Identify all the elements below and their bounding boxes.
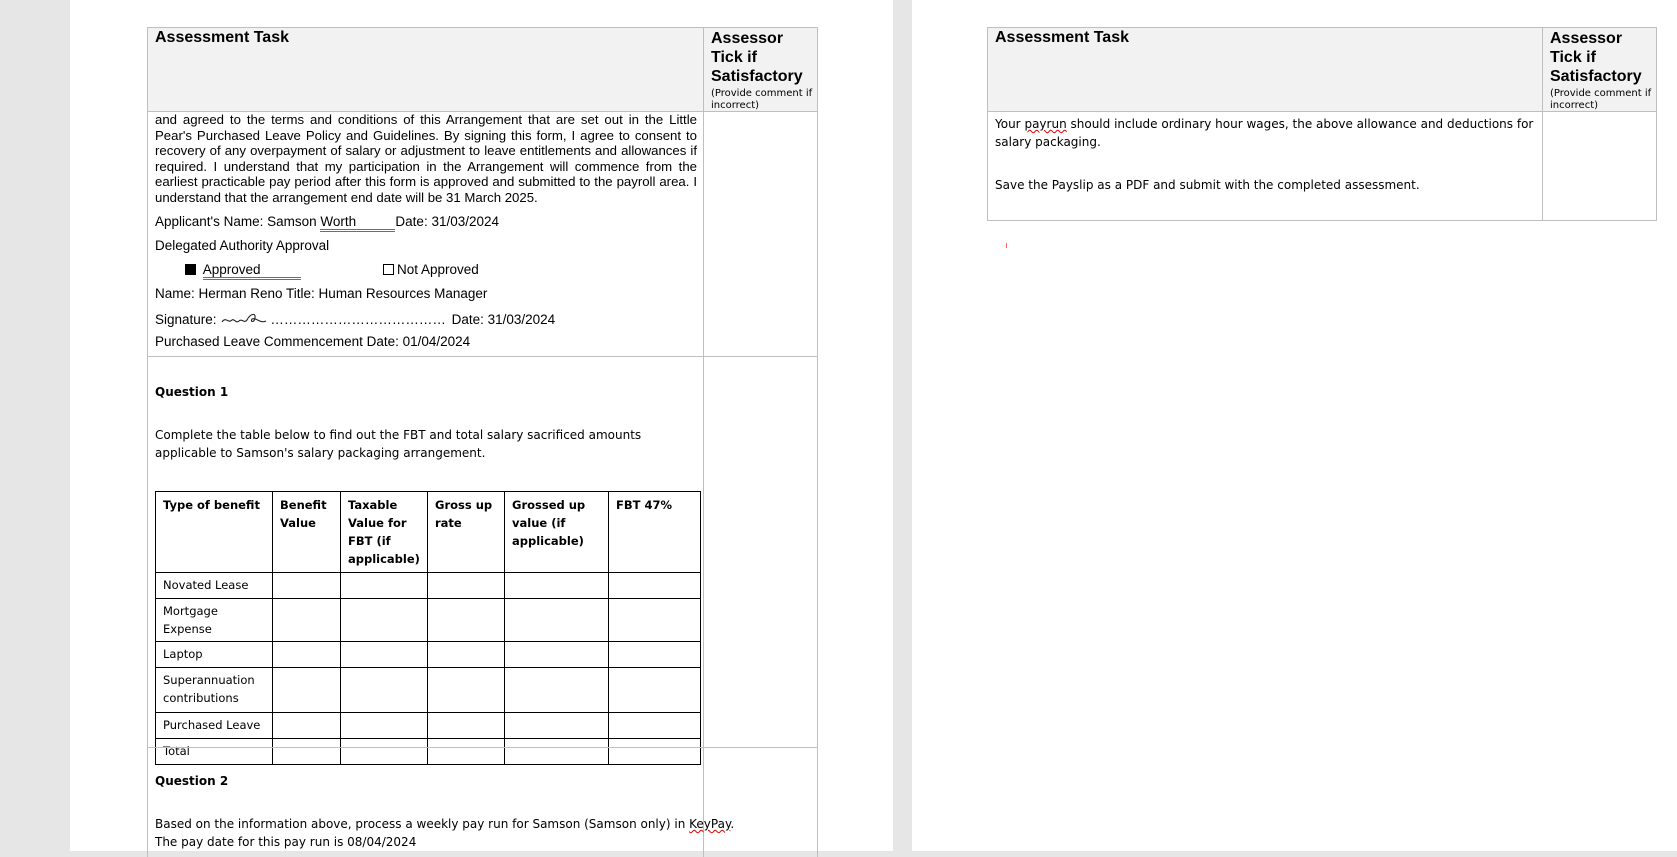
applicant-date: Date: 31/03/2024 — [395, 214, 500, 229]
question-2-text-main: Based on the information above, process a weekly pay run for Samson (Samson only) in — [155, 817, 686, 831]
delegated-approval-label: Delegated Authority Approval — [155, 238, 330, 253]
row-label: Total — [156, 739, 273, 765]
table-cell[interactable] — [428, 599, 505, 642]
table-cell[interactable] — [505, 573, 609, 599]
payrun-instruction — [995, 115, 1535, 151]
save-payslip-instruction: Save the Payslip as a PDF and submit with the completed assessment. — [995, 178, 1420, 192]
not-approved-option[interactable] — [383, 262, 479, 277]
column-header: Gross up rate — [428, 492, 505, 573]
table-cell[interactable] — [273, 599, 341, 642]
question-2-text: Based on the information above, process a weekly pay run for Samson (Samson only) in KeyPay. The pay date for this pay run is 08/04/2024 — [155, 817, 735, 849]
table-cell[interactable] — [273, 668, 341, 713]
not-approved-label: Not Approved — [397, 262, 479, 277]
column-header: Type of benefit — [156, 492, 273, 573]
p2-assessor-title: Assessor Tick if Satisfactory — [1550, 30, 1642, 85]
table-cell[interactable] — [609, 642, 701, 668]
table-row — [156, 713, 701, 739]
document-page-1 — [70, 0, 893, 851]
applicant-name: Applicant's Name: Samson — [155, 214, 317, 229]
column-header: FBT 47% — [609, 492, 701, 573]
approved-label: Approved — [203, 263, 301, 280]
question-1-text: Complete the table below to find out the FBT and total salary sacrificed amounts applicable to Samson's salary packaging arrangement. — [155, 428, 642, 460]
p2-assessor-note: (Provide comment if incorrect) — [1550, 88, 1652, 111]
row-label: Novated Lease — [156, 573, 273, 599]
approved-option[interactable] — [185, 262, 301, 280]
p2-assessor-cell[interactable] — [1542, 111, 1657, 221]
form-assessor-cell[interactable] — [703, 111, 818, 357]
not-approved-checkbox[interactable] — [383, 264, 394, 275]
header-assessor-label — [711, 29, 816, 112]
fbt-table-header-row — [156, 492, 701, 573]
payrun-word: payrun — [1024, 117, 1067, 131]
payrun-text-rest: should include ordinary hour wages, the above allowance and deductions for salary packaging. — [995, 117, 1534, 149]
p2-header-assessor-label — [1550, 29, 1655, 112]
table-cell[interactable] — [505, 668, 609, 713]
question-2-title: Question 2 — [155, 774, 229, 788]
approver-name-title: Name: Herman Reno Title: Human Resources Manager — [155, 286, 488, 301]
table-cell[interactable] — [273, 642, 341, 668]
table-cell[interactable] — [505, 642, 609, 668]
signature-date: Date: 31/03/2024 — [451, 312, 556, 327]
handwritten-signature — [220, 310, 270, 328]
q2-assessor-cell[interactable] — [703, 747, 818, 857]
row-label: Purchased Leave — [156, 713, 273, 739]
fbt-table — [155, 491, 701, 765]
text-cursor — [1006, 243, 1007, 248]
table-cell[interactable] — [609, 599, 701, 642]
q1-assessor-cell[interactable] — [703, 356, 818, 748]
table-cell[interactable] — [428, 573, 505, 599]
signature-line — [155, 310, 555, 328]
column-header: Taxable Value for FBT (if applicable) — [341, 492, 428, 573]
table-row — [156, 573, 701, 599]
table-cell[interactable] — [341, 599, 428, 642]
table-cell[interactable] — [428, 668, 505, 713]
assessor-title: Assessor Tick if Satisfactory — [711, 30, 803, 85]
table-cell[interactable] — [341, 713, 428, 739]
table-cell[interactable] — [609, 713, 701, 739]
signature-dots: ………………………………… — [270, 312, 446, 327]
table-cell[interactable] — [609, 668, 701, 713]
document-page-2 — [912, 0, 1677, 851]
assessor-note: (Provide comment if incorrect) — [711, 88, 813, 111]
row-label: Laptop — [156, 642, 273, 668]
p2-header-task-label: Assessment Task — [995, 29, 1129, 46]
table-cell[interactable] — [428, 642, 505, 668]
table-row — [156, 668, 701, 713]
table-cell[interactable] — [341, 573, 428, 599]
question-2-pay-date: The pay date for this pay run is 08/04/2024 — [155, 835, 417, 849]
table-cell[interactable] — [273, 573, 341, 599]
signature-label: Signature: — [155, 312, 217, 327]
table-cell[interactable] — [341, 642, 428, 668]
table-cell[interactable] — [273, 713, 341, 739]
commencement-date: Purchased Leave Commencement Date: 01/04/2024 — [155, 334, 471, 349]
table-row — [156, 642, 701, 668]
table-cell[interactable] — [505, 599, 609, 642]
agreement-paragraph: and agreed to the terms and conditions of this Arrangement that are set out in the Little Pear's Purchased Leave Policy and Guidelines. By signing this form, I agree to consent to recovery of any overpayment of salary or adjustment to leave entitlements and allowances if required. I understand that my participation in the Arrangement will commence from the earliest practicable pay period after this form is approved and submitted to the payroll area. I understand that the arrangement end date will be 31 March 2025. — [155, 112, 697, 205]
applicant-line — [155, 214, 499, 232]
applicant-surname-field[interactable]: Worth — [320, 215, 395, 232]
row-label: Mortgage Expense — [156, 599, 273, 642]
column-header: Benefit Value — [273, 492, 341, 573]
table-cell[interactable] — [609, 573, 701, 599]
table-cell[interactable] — [428, 713, 505, 739]
table-row — [156, 599, 701, 642]
table-cell[interactable] — [341, 668, 428, 713]
row-label: Superannuation contributions — [156, 668, 273, 713]
approved-checkbox[interactable] — [185, 264, 196, 275]
column-header: Grossed up value (if applicable) — [505, 492, 609, 573]
question-1-title: Question 1 — [155, 385, 229, 399]
keypay-word: KeyPay — [689, 817, 731, 831]
table-cell[interactable] — [505, 713, 609, 739]
payrun-text-prefix: Your — [995, 117, 1021, 131]
header-task-label: Assessment Task — [155, 29, 289, 46]
